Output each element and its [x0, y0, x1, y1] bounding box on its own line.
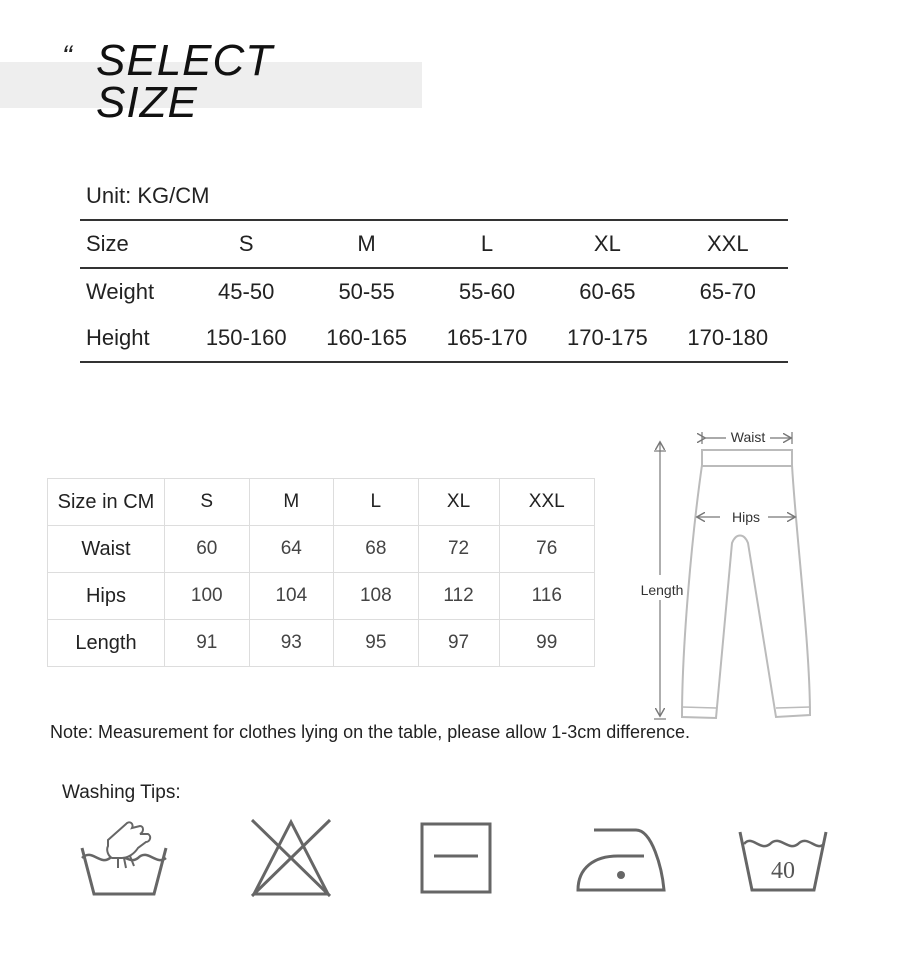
size-weight-height-table	[80, 219, 788, 363]
table-cell: 50-55	[338, 279, 395, 304]
table-row	[48, 573, 595, 620]
table-cell: 64	[249, 526, 334, 573]
size-cm-table	[47, 478, 595, 667]
table-row	[80, 315, 788, 362]
table-cell: XXL	[668, 220, 788, 268]
table-cell: 97	[418, 620, 499, 667]
table-cell: 104	[249, 573, 334, 620]
table-row	[48, 526, 595, 573]
table-row	[80, 268, 788, 315]
table-cell: Waist	[48, 526, 165, 573]
table-cell: 68	[334, 526, 419, 573]
table-cell: 91	[165, 620, 250, 667]
page-title: SELECT SIZE	[96, 36, 274, 127]
table-cell: Height	[86, 325, 150, 350]
pants-diagram	[620, 425, 840, 730]
table-cell: XXL	[499, 479, 595, 526]
pants-outline	[682, 450, 810, 718]
table-cell: S	[165, 479, 250, 526]
dry-flat-icon	[420, 818, 492, 898]
table-cell: S	[186, 220, 306, 268]
measurement-note: Note: Measurement for clothes lying on the table, please allow 1-3cm difference.	[50, 722, 691, 742]
table-cell: Weight	[86, 279, 155, 304]
table-cell: 99	[499, 620, 595, 667]
do-not-bleach-icon	[250, 818, 332, 898]
hand-wash-icon	[78, 818, 170, 898]
table-cell: XL	[547, 220, 667, 268]
table-cell: 170-175	[566, 325, 648, 350]
table-cell: 95	[334, 620, 419, 667]
table-cell: 76	[499, 526, 595, 573]
waist-label: Waist	[730, 429, 766, 445]
iron-low-icon	[574, 818, 668, 898]
table-cell: L	[334, 479, 419, 526]
table-cell: 55-60	[458, 279, 516, 304]
unit-label: Unit: KG/CM	[86, 183, 210, 208]
table-row	[48, 620, 595, 667]
table-cell: 112	[418, 573, 499, 620]
wash-40-icon	[738, 818, 828, 898]
washing-tips-label: Washing Tips:	[62, 782, 181, 803]
table-cell: Size	[80, 220, 186, 268]
table-cell: 65-70	[699, 279, 756, 304]
table-cell: 116	[499, 573, 595, 620]
table-cell: Length	[48, 620, 165, 667]
length-label: Length	[640, 582, 684, 598]
table-cell: Size in CM	[48, 479, 165, 526]
quote-mark: “	[62, 40, 72, 73]
table-cell: 108	[334, 573, 419, 620]
table-cell: M	[249, 479, 334, 526]
table-header-row	[48, 479, 595, 526]
table-cell: 60-65	[579, 279, 636, 304]
table-cell: Hips	[48, 573, 165, 620]
table-cell: 170-180	[687, 325, 769, 350]
table-cell: XL	[418, 479, 499, 526]
table-header-row	[80, 220, 788, 268]
table-cell: 60	[165, 526, 250, 573]
table-cell: 93	[249, 620, 334, 667]
table-cell: 150-160	[205, 325, 287, 350]
table-cell: 100	[165, 573, 250, 620]
table-cell: 72	[418, 526, 499, 573]
hips-label: Hips	[731, 509, 761, 525]
table-cell: 165-170	[446, 325, 528, 350]
table-cell: 160-165	[326, 325, 407, 350]
table-cell: 45-50	[218, 279, 275, 304]
table-cell: M	[306, 220, 426, 268]
table-cell: L	[427, 220, 547, 268]
wash-temperature: 40	[771, 858, 795, 884]
